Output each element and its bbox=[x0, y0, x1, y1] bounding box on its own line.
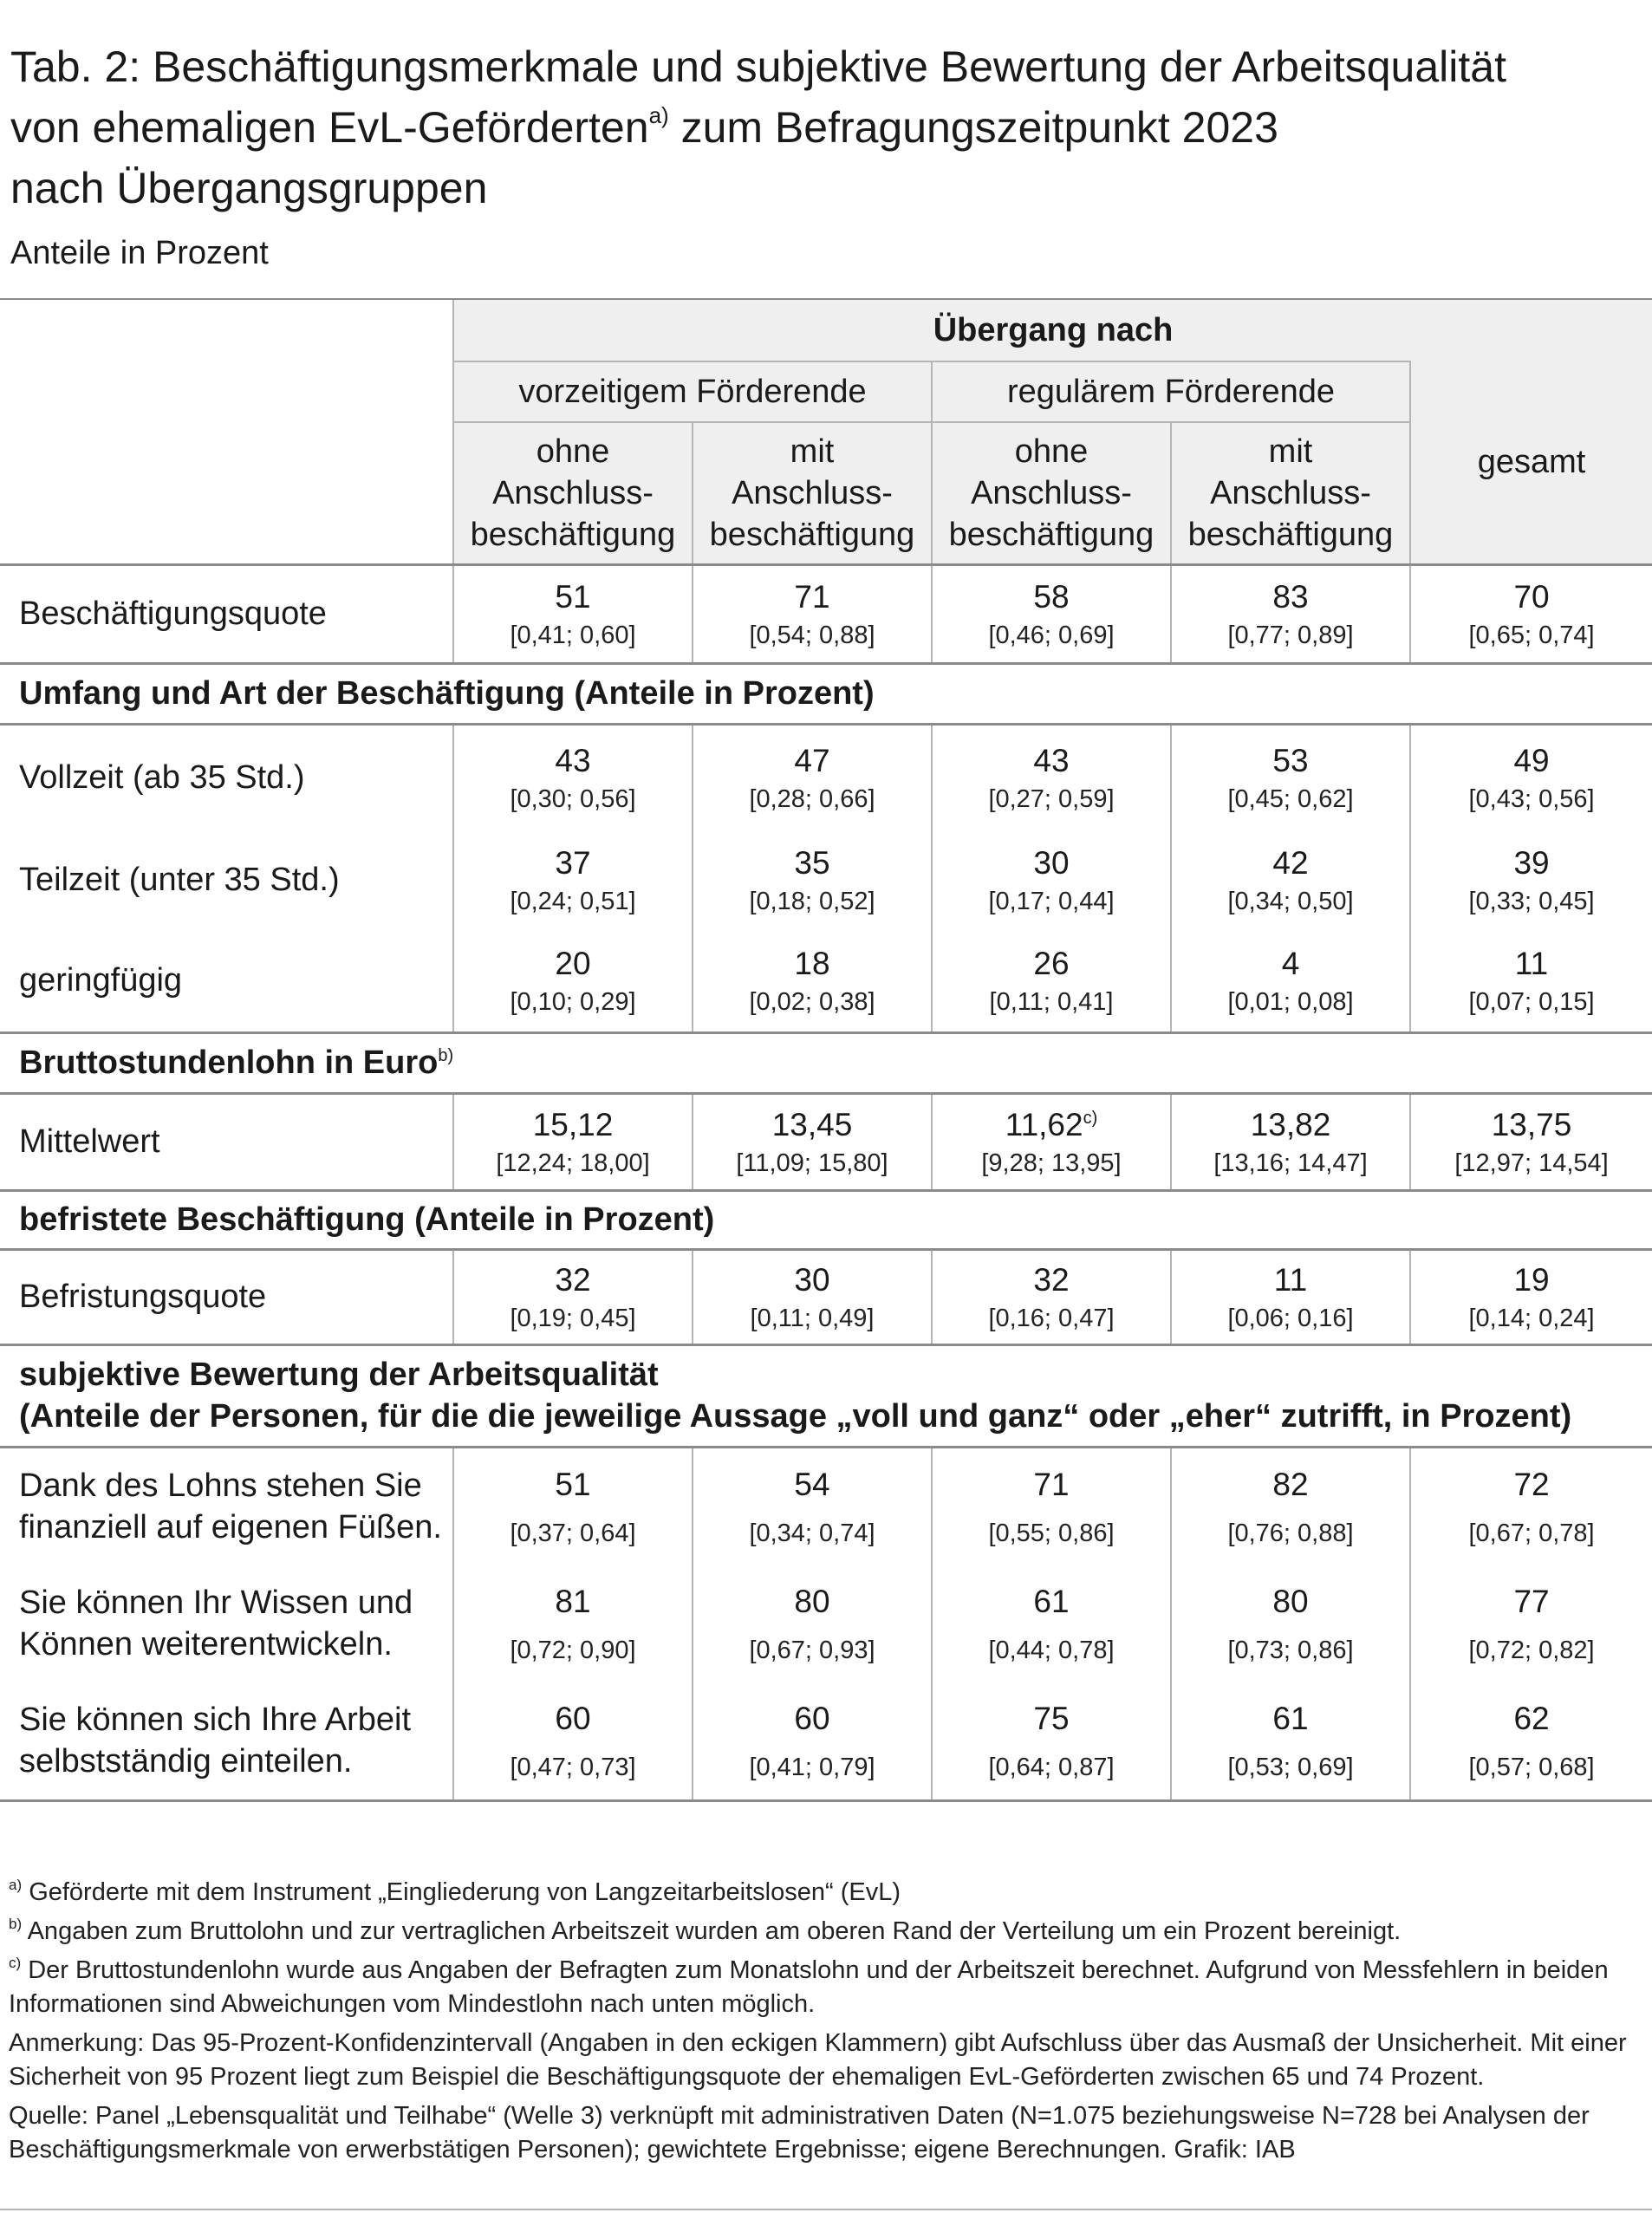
header-col-1 bbox=[453, 422, 693, 564]
confidence-interval: [13,16; 14,47] bbox=[1213, 1149, 1368, 1177]
footnote-marker-b: b) bbox=[438, 1046, 454, 1065]
value-cell bbox=[453, 1249, 693, 1344]
data-table bbox=[0, 298, 1652, 1802]
value-cell bbox=[1171, 1682, 1410, 1800]
confidence-interval: [0,16; 0,47] bbox=[988, 1305, 1115, 1332]
row-label-beschaeftigungsquote: Beschäftigungsquote bbox=[19, 595, 327, 632]
confidence-interval: [0,44; 0,78] bbox=[988, 1637, 1115, 1664]
value-cell bbox=[693, 564, 932, 663]
confidence-interval: [0,06; 0,16] bbox=[1227, 1305, 1354, 1332]
table-row bbox=[0, 1565, 1652, 1682]
section-heading-lohn-text: Bruttostundenlohn in Euro bbox=[19, 1044, 439, 1081]
value: 19 bbox=[1513, 1262, 1550, 1298]
value-cell bbox=[1171, 1249, 1410, 1344]
value-cell bbox=[932, 1249, 1171, 1344]
value-cell bbox=[1171, 724, 1410, 830]
value: 47 bbox=[794, 742, 830, 778]
value: 70 bbox=[1513, 579, 1550, 615]
row-label-einteilen bbox=[0, 1682, 453, 1800]
confidence-interval: [0,45; 0,62] bbox=[1227, 784, 1354, 813]
header-col-4 bbox=[1171, 422, 1410, 564]
value-cell bbox=[932, 1447, 1171, 1565]
value: 60 bbox=[555, 1701, 591, 1737]
row-label-teilzeit: Teilzeit (unter 35 Std.) bbox=[19, 862, 340, 898]
value: 11 bbox=[1273, 1262, 1308, 1298]
value-cell bbox=[453, 930, 693, 1032]
section-heading-subjektiv bbox=[0, 1344, 1652, 1447]
confidence-interval: [0,02; 0,38] bbox=[749, 988, 875, 1017]
value-cell bbox=[453, 1447, 693, 1565]
confidence-interval: [0,67; 0,78] bbox=[1468, 1519, 1595, 1547]
header-col-2-l2: Anschluss- bbox=[732, 474, 893, 511]
value-cell bbox=[1171, 830, 1410, 930]
table-row bbox=[0, 930, 1652, 1032]
section-row bbox=[0, 1032, 1652, 1093]
table-header bbox=[0, 299, 1652, 564]
header-col-4-l1: mit bbox=[1268, 433, 1313, 470]
section-row bbox=[0, 1344, 1652, 1447]
section-heading-umfang: Umfang und Art der Beschäftigung (Anteile in Prozent) bbox=[0, 663, 1652, 724]
row-label-vollzeit: Vollzeit (ab 35 Std.) bbox=[19, 758, 305, 796]
confidence-interval: [0,57; 0,68] bbox=[1468, 1754, 1595, 1782]
confidence-interval: [0,37; 0,64] bbox=[510, 1519, 636, 1547]
title-line-2-text: von ehemaligen EvL-Geförderten bbox=[10, 103, 649, 152]
footnote-c-text: Der Bruttostundenlohn wurde aus Angaben der Befragten zum Monatslohn und der Arbeitszeit berechnet. Aufgrund von Messfehlern in beiden Informationen sind Abweichungen vom Mindestlohn nach unten möglich. bbox=[9, 1956, 1609, 2018]
value-cell bbox=[932, 564, 1171, 663]
confidence-interval: [0,27; 0,59] bbox=[988, 784, 1115, 813]
value: 51 bbox=[555, 579, 591, 615]
confidence-interval: [0,47; 0,73] bbox=[510, 1754, 636, 1782]
header-gesamt: gesamt bbox=[1410, 361, 1652, 564]
value: 54 bbox=[794, 1466, 830, 1502]
header-col-3-l3: beschäftigung bbox=[948, 516, 1154, 553]
value-cell bbox=[1410, 564, 1652, 663]
confidence-interval: [0,24; 0,51] bbox=[510, 888, 636, 915]
value-cell bbox=[932, 1682, 1171, 1800]
value-cell bbox=[693, 724, 932, 830]
confidence-interval: [0,34; 0,50] bbox=[1227, 888, 1354, 915]
footnote-b-text: Angaben zum Bruttolohn und zur vertraglichen Arbeitszeit wurden am oberen Rand der Verteilung um ein Prozent bereinigt. bbox=[27, 1917, 1402, 1945]
value: 15,12 bbox=[532, 1107, 614, 1142]
value: 43 bbox=[1033, 742, 1070, 778]
value: 32 bbox=[555, 1262, 591, 1298]
header-empty-cell bbox=[0, 299, 453, 564]
value: 32 bbox=[1033, 1262, 1070, 1298]
confidence-interval: [0,54; 0,88] bbox=[749, 621, 875, 649]
value: 61 bbox=[1272, 1701, 1309, 1737]
value: 71 bbox=[794, 579, 830, 615]
value: 71 bbox=[1033, 1466, 1070, 1502]
confidence-interval: [0,33; 0,45] bbox=[1468, 888, 1595, 915]
footnote-a bbox=[9, 1876, 1643, 1910]
row-label-lohn-l2: finanziell auf eigenen Füßen. bbox=[19, 1508, 442, 1545]
header-col-1-l1: ohne bbox=[536, 433, 610, 470]
value: 53 bbox=[1272, 742, 1309, 778]
confidence-interval: [0,10; 0,29] bbox=[510, 988, 636, 1017]
footnotes bbox=[9, 1876, 1643, 2172]
note-quelle: Quelle: Panel „Lebensqualität und Teilhabe“ (Welle 3) verknüpft mit administrativen Daten (N=1.075 beziehungsweise N=728 bei Analysen der Beschäftigungsmerkmale von erwerbstätigen Personen); gewichtete Ergebnisse; eigene Berechnungen. Grafik: IAB bbox=[9, 2102, 1590, 2164]
confidence-interval: [0,41; 0,79] bbox=[749, 1754, 875, 1782]
table-row bbox=[0, 1447, 1652, 1565]
section-row bbox=[0, 663, 1652, 724]
confidence-interval: [0,46; 0,69] bbox=[988, 621, 1115, 649]
footnote-marker-c: c) bbox=[1083, 1109, 1098, 1128]
confidence-interval: [0,72; 0,90] bbox=[510, 1637, 636, 1664]
confidence-interval: [0,72; 0,82] bbox=[1468, 1637, 1595, 1664]
confidence-interval: [0,07; 0,15] bbox=[1468, 988, 1595, 1017]
value: 58 bbox=[1033, 579, 1070, 615]
row-label-wissen bbox=[0, 1565, 453, 1682]
value: 39 bbox=[1513, 845, 1550, 881]
confidence-interval: [0,53; 0,69] bbox=[1227, 1754, 1354, 1782]
value-cell bbox=[1171, 1565, 1410, 1682]
value: 11 bbox=[1514, 946, 1549, 982]
value: 43 bbox=[555, 742, 591, 778]
row-label-mittelwert: Mittelwert bbox=[19, 1123, 160, 1160]
row-label-lohn-l1: Dank des Lohns stehen Sie bbox=[19, 1467, 422, 1504]
section-heading-subjektiv-l2: (Anteile der Personen, für die die jeweilige Aussage „voll und ganz“ oder „eher“ zutrifft, in Prozent) bbox=[19, 1398, 1572, 1435]
header-col-3 bbox=[932, 422, 1171, 564]
confidence-interval: [0,11; 0,49] bbox=[750, 1305, 875, 1332]
table-row bbox=[0, 1093, 1652, 1190]
footnote-a-marker: a) bbox=[9, 1877, 23, 1893]
confidence-interval: [0,19; 0,45] bbox=[510, 1305, 636, 1332]
value-cell bbox=[453, 1682, 693, 1800]
confidence-interval: [12,24; 18,00] bbox=[496, 1149, 650, 1177]
confidence-interval: [11,09; 15,80] bbox=[736, 1149, 888, 1177]
row-label-wissen-l1: Sie können Ihr Wissen und bbox=[19, 1585, 413, 1621]
row-label-lohn bbox=[0, 1447, 453, 1565]
value: 80 bbox=[1272, 1584, 1309, 1619]
value-cell bbox=[1410, 1565, 1652, 1682]
value-cell bbox=[693, 830, 932, 930]
value-cell bbox=[693, 930, 932, 1032]
value: 11,62 bbox=[1005, 1107, 1083, 1142]
value-cell bbox=[453, 1093, 693, 1190]
value: 30 bbox=[1033, 845, 1070, 881]
value-cell bbox=[693, 1093, 932, 1190]
table-row bbox=[0, 1682, 1652, 1800]
value: 13,45 bbox=[771, 1107, 853, 1142]
value: 83 bbox=[1272, 579, 1309, 615]
confidence-interval: [0,73; 0,86] bbox=[1227, 1637, 1354, 1664]
title-line-3: nach Übergangsgruppen bbox=[10, 164, 488, 212]
header-col-4-l2: Anschluss- bbox=[1210, 474, 1371, 511]
row-label-einteilen-l2: selbstständig einteilen. bbox=[19, 1743, 353, 1780]
table-row bbox=[0, 830, 1652, 930]
header-col-2 bbox=[693, 422, 932, 564]
row-label-wissen-l2: Können weiterentwickeln. bbox=[19, 1626, 393, 1663]
note-anmerkung: Anmerkung: Das 95-Prozent-Konfidenzintervall (Angaben in den eckigen Klammern) gibt Aufschluss über das Ausmaß der Unsicherheit. Mit einer Sicherheit von 95 Prozent liegt zum Beispiel die Beschäftigungsquote der ehemaligen EvL-Geförderten zwischen 65 und 74 Prozent. bbox=[9, 2029, 1627, 2091]
confidence-interval: [0,01; 0,08] bbox=[1227, 988, 1354, 1017]
header-col-3-l2: Anschluss- bbox=[971, 474, 1132, 511]
confidence-interval: [0,11; 0,41] bbox=[989, 988, 1114, 1017]
header-col-1-l3: beschäftigung bbox=[470, 516, 676, 553]
confidence-interval: [0,28; 0,66] bbox=[749, 784, 875, 813]
table-subtitle: Anteile in Prozent bbox=[10, 235, 269, 271]
confidence-interval: [0,43; 0,56] bbox=[1468, 784, 1595, 813]
footnote-c bbox=[9, 1954, 1643, 2021]
value-cell bbox=[1410, 724, 1652, 830]
value-cell bbox=[1171, 930, 1410, 1032]
value-cell bbox=[453, 830, 693, 930]
title-line-2-rest: zum Befragungszeitpunkt 2023 bbox=[668, 103, 1278, 152]
value-cell bbox=[932, 930, 1171, 1032]
title-line-1: Tab. 2: Beschäftigungsmerkmale und subjektive Bewertung der Arbeitsqualität bbox=[10, 42, 1506, 91]
table-body bbox=[0, 564, 1652, 1800]
section-row bbox=[0, 1190, 1652, 1249]
value-cell bbox=[693, 1447, 932, 1565]
footnote-b-marker: b) bbox=[9, 1916, 23, 1932]
value: 35 bbox=[794, 845, 830, 881]
table-row bbox=[0, 1249, 1652, 1344]
value: 18 bbox=[794, 946, 830, 982]
title-line-2 bbox=[10, 103, 1278, 152]
value-cell bbox=[1171, 1447, 1410, 1565]
confidence-interval: [0,77; 0,89] bbox=[1227, 621, 1354, 649]
confidence-interval: [0,65; 0,74] bbox=[1468, 621, 1595, 649]
value: 81 bbox=[555, 1584, 591, 1619]
value-cell bbox=[693, 1249, 932, 1344]
table-row bbox=[0, 564, 1652, 663]
value: 49 bbox=[1513, 742, 1550, 778]
confidence-interval: [0,14; 0,24] bbox=[1468, 1305, 1595, 1332]
value: 77 bbox=[1513, 1584, 1550, 1619]
value: 51 bbox=[555, 1466, 591, 1502]
value-cell bbox=[1171, 564, 1410, 663]
value: 61 bbox=[1033, 1584, 1070, 1619]
section-heading-befristet: befristete Beschäftigung (Anteile in Prozent) bbox=[0, 1190, 1652, 1249]
footnote-marker-a: a) bbox=[648, 102, 669, 128]
value-cell bbox=[1410, 1249, 1652, 1344]
value: 13,75 bbox=[1491, 1107, 1572, 1142]
confidence-interval: [0,34; 0,74] bbox=[749, 1519, 875, 1547]
value-cell bbox=[693, 1682, 932, 1800]
value: 82 bbox=[1272, 1466, 1309, 1502]
value: 72 bbox=[1513, 1466, 1550, 1502]
confidence-interval: [0,76; 0,88] bbox=[1227, 1519, 1354, 1547]
confidence-interval: [0,67; 0,93] bbox=[749, 1637, 875, 1664]
value: 60 bbox=[794, 1701, 830, 1737]
confidence-interval: [0,30; 0,56] bbox=[510, 784, 636, 813]
value: 37 bbox=[555, 845, 591, 881]
value-cell bbox=[932, 1565, 1171, 1682]
header-col-2-l3: beschäftigung bbox=[709, 516, 915, 553]
value: 42 bbox=[1272, 845, 1309, 881]
value: 80 bbox=[794, 1584, 830, 1619]
value-cell bbox=[1171, 1093, 1410, 1190]
footnote-a-text: Geförderte mit dem Instrument „Eingliederung von Langzeitarbeitslosen“ (EvL) bbox=[29, 1878, 901, 1906]
table-title bbox=[10, 36, 1640, 218]
confidence-interval: [9,28; 13,95] bbox=[981, 1149, 1122, 1177]
value: 30 bbox=[794, 1262, 830, 1298]
section-heading-subjektiv-l1: subjektive Bewertung der Arbeitsqualität bbox=[19, 1357, 659, 1393]
footnote-b bbox=[9, 1915, 1643, 1949]
value: 62 bbox=[1513, 1701, 1550, 1737]
table-row bbox=[0, 724, 1652, 830]
value: 20 bbox=[555, 946, 591, 982]
bottom-divider bbox=[0, 2209, 1652, 2210]
value-cell bbox=[1410, 830, 1652, 930]
header-col-4-l3: beschäftigung bbox=[1187, 516, 1394, 553]
value-cell bbox=[453, 564, 693, 663]
footnote-c-marker: c) bbox=[9, 1955, 22, 1971]
value: 26 bbox=[1033, 946, 1070, 982]
value-cell bbox=[453, 1565, 693, 1682]
confidence-interval: [0,55; 0,86] bbox=[988, 1519, 1115, 1547]
row-label-geringfuegig: geringfügig bbox=[19, 962, 183, 999]
row-label-einteilen-l1: Sie können sich Ihre Arbeit bbox=[19, 1702, 412, 1739]
header-col-2-l1: mit bbox=[790, 433, 835, 470]
row-label-befristungsquote: Befristungsquote bbox=[19, 1279, 267, 1315]
header-vorzeitig: vorzeitigem Förderende bbox=[453, 361, 932, 422]
value-cell bbox=[1410, 930, 1652, 1032]
confidence-interval: [0,17; 0,44] bbox=[988, 888, 1115, 915]
value-cell bbox=[932, 1093, 1171, 1190]
value-cell bbox=[1410, 1447, 1652, 1565]
header-group: Übergang nach bbox=[453, 299, 1652, 361]
header-col-3-l1: ohne bbox=[1014, 433, 1089, 470]
value: 4 bbox=[1281, 946, 1300, 982]
header-regulaer: regulärem Förderende bbox=[932, 361, 1410, 422]
value: 75 bbox=[1033, 1701, 1070, 1737]
header-col-1-l2: Anschluss- bbox=[492, 474, 654, 511]
confidence-interval: [0,41; 0,60] bbox=[510, 621, 636, 649]
value-with-footnote bbox=[933, 1103, 1170, 1147]
value: 13,82 bbox=[1250, 1107, 1331, 1142]
value-cell bbox=[932, 830, 1171, 930]
section-heading-lohn bbox=[0, 1032, 1652, 1093]
value-cell bbox=[1410, 1093, 1652, 1190]
confidence-interval: [0,64; 0,87] bbox=[988, 1754, 1115, 1782]
confidence-interval: [12,97; 14,54] bbox=[1454, 1149, 1609, 1177]
value-cell bbox=[453, 724, 693, 830]
value-cell bbox=[693, 1565, 932, 1682]
confidence-interval: [0,18; 0,52] bbox=[749, 888, 875, 915]
value-cell bbox=[1410, 1682, 1652, 1800]
value-cell bbox=[932, 724, 1171, 830]
